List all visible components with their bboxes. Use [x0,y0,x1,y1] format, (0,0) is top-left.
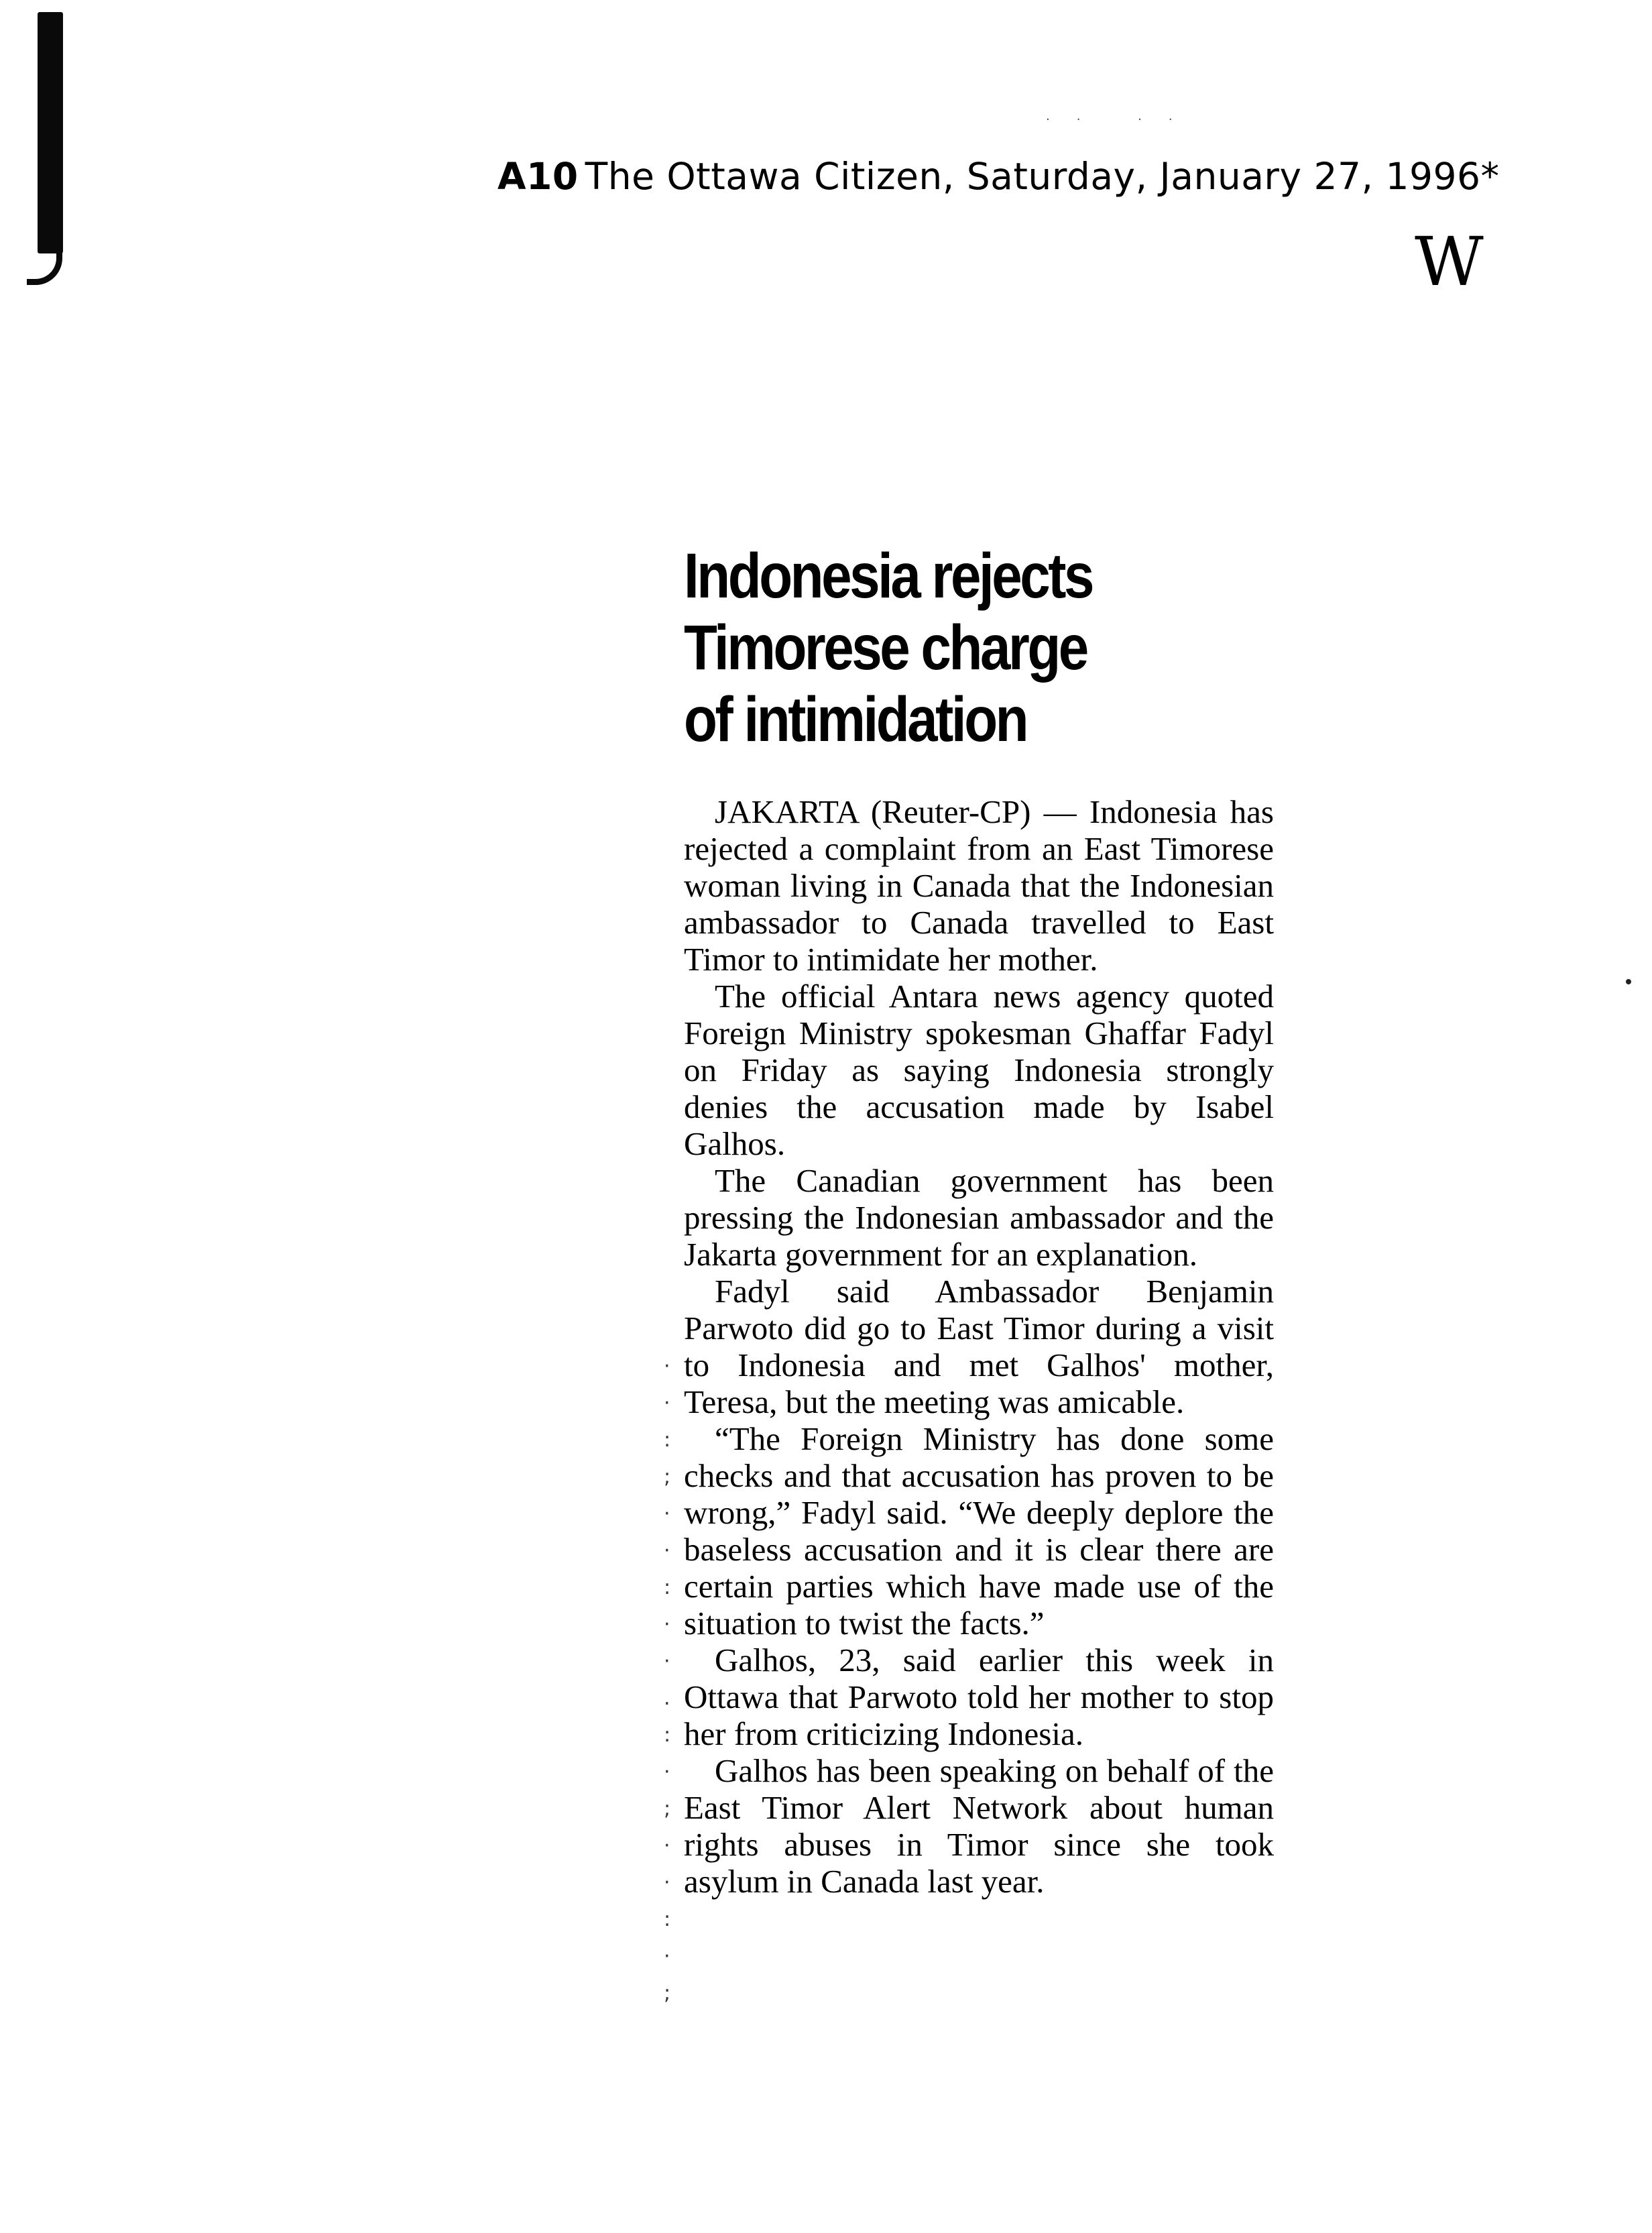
page-header [497,153,1499,200]
article-paragraph: The official Antara news agency quoted Foreign Ministry spokesman Ghaffar Fadyl on Friday as saying Indonesia strongly denies the accusation made by Isabel Galhos. [684,978,1274,1162]
page-number: A10 [497,155,579,198]
scan-dot [1626,979,1631,984]
news-article [684,540,1274,1900]
article-paragraph: “The Foreign Ministry has done some checks and that accusation has proven to be wrong,” Fadyl said. “We deeply deplore the baseless accusation and it is clear there are certain parties which have made use of the situation to twist the facts.” [684,1420,1274,1642]
scan-specks: ·· ·· [1046,113,1199,127]
headline-line: Indonesia rejects [684,540,1093,612]
article-paragraph: JAKARTA (Reuter-CP) — Indonesia has rejected a complaint from an East Timorese woman living in Canada that the Indonesian ambassador to Canada travelled to East Timor to intimidate her mother. [684,793,1274,978]
article-headline [684,540,1203,756]
binding-edge-mark [38,12,63,253]
publication-line: The Ottawa Citizen, Saturday, January 27, 1996* [585,155,1500,198]
article-paragraph: Galhos has been speaking on behalf of the East Timor Alert Network about human rights abuses in Timor since she took asylum in Canada last year. [684,1752,1274,1900]
headline-line: of intimidation [684,684,1027,755]
article-paragraph: Galhos, 23, said earlier this week in Ottawa that Parwoto told her mother to stop her from criticizing Indonesia. [684,1642,1274,1752]
binding-hook-mark [27,247,62,285]
scan-margin-dots: · · : ; · · : · · . : · ; · · : · ; [664,1355,671,2005]
article-body [684,793,1274,1900]
corner-letter: W [1415,223,1484,301]
article-paragraph: The Canadian government has been pressing the Indonesian ambassador and the Jakarta government for an explanation. [684,1162,1274,1273]
headline-line: Timorese charge [684,612,1087,683]
article-paragraph: Fadyl said Ambassador Benjamin Parwoto did go to East Timor during a visit to Indonesia and met Galhos' mother, Teresa, but the meeting was amicable. [684,1273,1274,1420]
